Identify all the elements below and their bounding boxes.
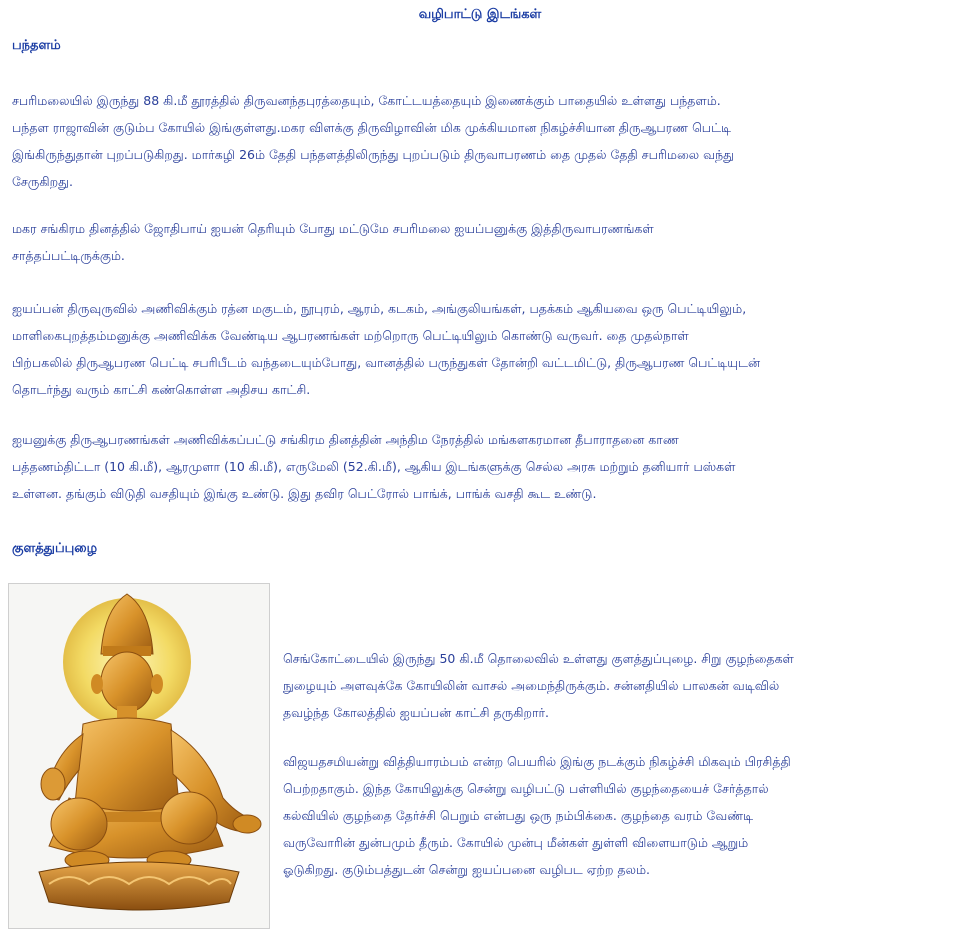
section-heading-pandalam: பந்தளம்	[12, 38, 61, 53]
page-title: வழிபாட்டு இடங்கள்	[418, 7, 542, 22]
kulathupuzha-paragraph-1	[283, 645, 953, 726]
paragraph-line: இங்கிருந்துதான் புறப்படுகிறது. மார்கழி 26ம் தேதி பந்தளத்திலிருந்து புறப்படும் திருவாபரணம் தை முதல் தேதி சபரிமலை வந்து	[12, 147, 734, 162]
pandalam-paragraph-3	[12, 295, 952, 403]
paragraph-line: ஐயனுக்கு திருஆபரணங்கள் அணிவிக்கப்பட்டு சங்கிரம தினத்தின் அந்திம நேரத்தில் மங்களகரமான தீபாராதனை காண	[12, 432, 679, 447]
section-heading-kulathupuzha: குளத்துப்புழை	[12, 541, 98, 556]
paragraph-line: சாத்தப்பட்டிருக்கும்.	[12, 248, 125, 263]
paragraph-line: பெற்றதாகும். இந்த கோயிலுக்கு சென்று வழிபட்டு பள்ளியில் குழந்தையைச் சேர்த்தால்	[283, 781, 769, 796]
paragraph-line: தொடர்ந்து வரும் காட்சி கண்கொள்ள அதிசய காட்சி.	[12, 382, 311, 397]
paragraph-line: மகர சங்கிரம தினத்தில் ஜோதிபாய் ஐயன் தெரியும் போது மட்டுமே சபரிமலை ஐயப்பனுக்கு இத்திருவாபரணங்கள்	[12, 221, 654, 236]
pandalam-paragraph-4	[12, 426, 952, 507]
paragraph-line: நுழையும் அளவுக்கே கோயிலின் வாசல் அமைந்திருக்கும். சன்னதியில் பாலகன் வடிவில்	[283, 678, 780, 693]
paragraph-line: சபரிமலையில் இருந்து 88 கி.மீ தூரத்தில் திருவனந்தபுரத்தையும், கோட்டயத்தையும் இணைக்கும் பாதையில் உள்ளது பந்தளம்.	[12, 93, 721, 108]
pandalam-paragraph-2	[12, 215, 952, 269]
paragraph-line: விஜயதசமியன்று வித்தியாரம்பம் என்ற பெயரில் இங்கு நடக்கும் நிகழ்ச்சி மிகவும் பிரசித்தி	[283, 754, 791, 769]
paragraph-line: பிற்பகலில் திருஆபரண பெட்டி சபரிபீடம் வந்தடையும்போது, வானத்தில் பருந்துகள் தோன்றி வட்டமிட்டு, திருஆபரண பெட்டியுடன்	[12, 355, 761, 370]
paragraph-line: கல்வியில் குழந்தை தேர்ச்சி பெறும் என்பது ஒரு நம்பிக்கை. குழந்தை வரம் வேண்டி	[283, 808, 754, 823]
paragraph-line: மாளிகைபுறத்தம்மனுக்கு அணிவிக்க வேண்டிய ஆபரணங்கள் மற்றொரு பெட்டியிலும் கொண்டு வருவர். தை முதல்நாள்	[12, 328, 689, 343]
paragraph-line: ஐயப்பன் திருவுருவில் அணிவிக்கும் ரத்ன மகுடம், நூபுரம், ஆரம், கடகம், அங்குலியங்கள், பதக்கம் ஆகியவை ஒரு பெட்டியிலும்,	[12, 301, 747, 316]
paragraph-line: தவழ்ந்த கோலத்தில் ஐயப்பன் காட்சி தருகிறார்.	[283, 705, 550, 720]
ayyappan-idol-illustration	[9, 584, 269, 928]
paragraph-line: பந்தள ராஜாவின் குடும்ப கோயில் இங்குள்ளது.மகர விளக்கு திருவிழாவின் மிக முக்கியமான நிகழ்ச்சியான திருஆபரண பெட்டி	[12, 120, 731, 135]
paragraph-line: உள்ளன. தங்கும் விடுதி வசதியும் இங்கு உண்டு. இது தவிர பெட்ரோல் பாங்க், பாங்க் வசதி கூட உண்டு.	[12, 486, 597, 501]
paragraph-line: சேருகிறது.	[12, 174, 73, 189]
paragraph-line: வருவோரின் துன்பமும் தீரும். கோயில் முன்பு மீன்கள் துள்ளி விளையாடும் ஆறும்	[283, 835, 749, 850]
paragraph-line: பத்தணம்திட்டா (10 கி.மீ), ஆரமுளா (10 கி.மீ), எருமேலி (52.கி.மீ), ஆகிய இடங்களுக்கு செல்ல அரசு மற்றும் தனியார் பஸ்கள்	[12, 459, 736, 474]
ayyappan-idol-image	[8, 583, 270, 929]
kulathupuzha-paragraph-2	[283, 748, 953, 883]
pandalam-paragraph-1	[12, 87, 952, 195]
paragraph-line: செங்கோட்டையில் இருந்து 50 கி.மீ தொலைவில் உள்ளது குளத்துப்புழை. சிறு குழந்தைகள்	[283, 651, 794, 666]
paragraph-line: ஓடுகிறது. குடும்பத்துடன் சென்று ஐயப்பனை வழிபட ஏற்ற தலம்.	[283, 862, 650, 877]
